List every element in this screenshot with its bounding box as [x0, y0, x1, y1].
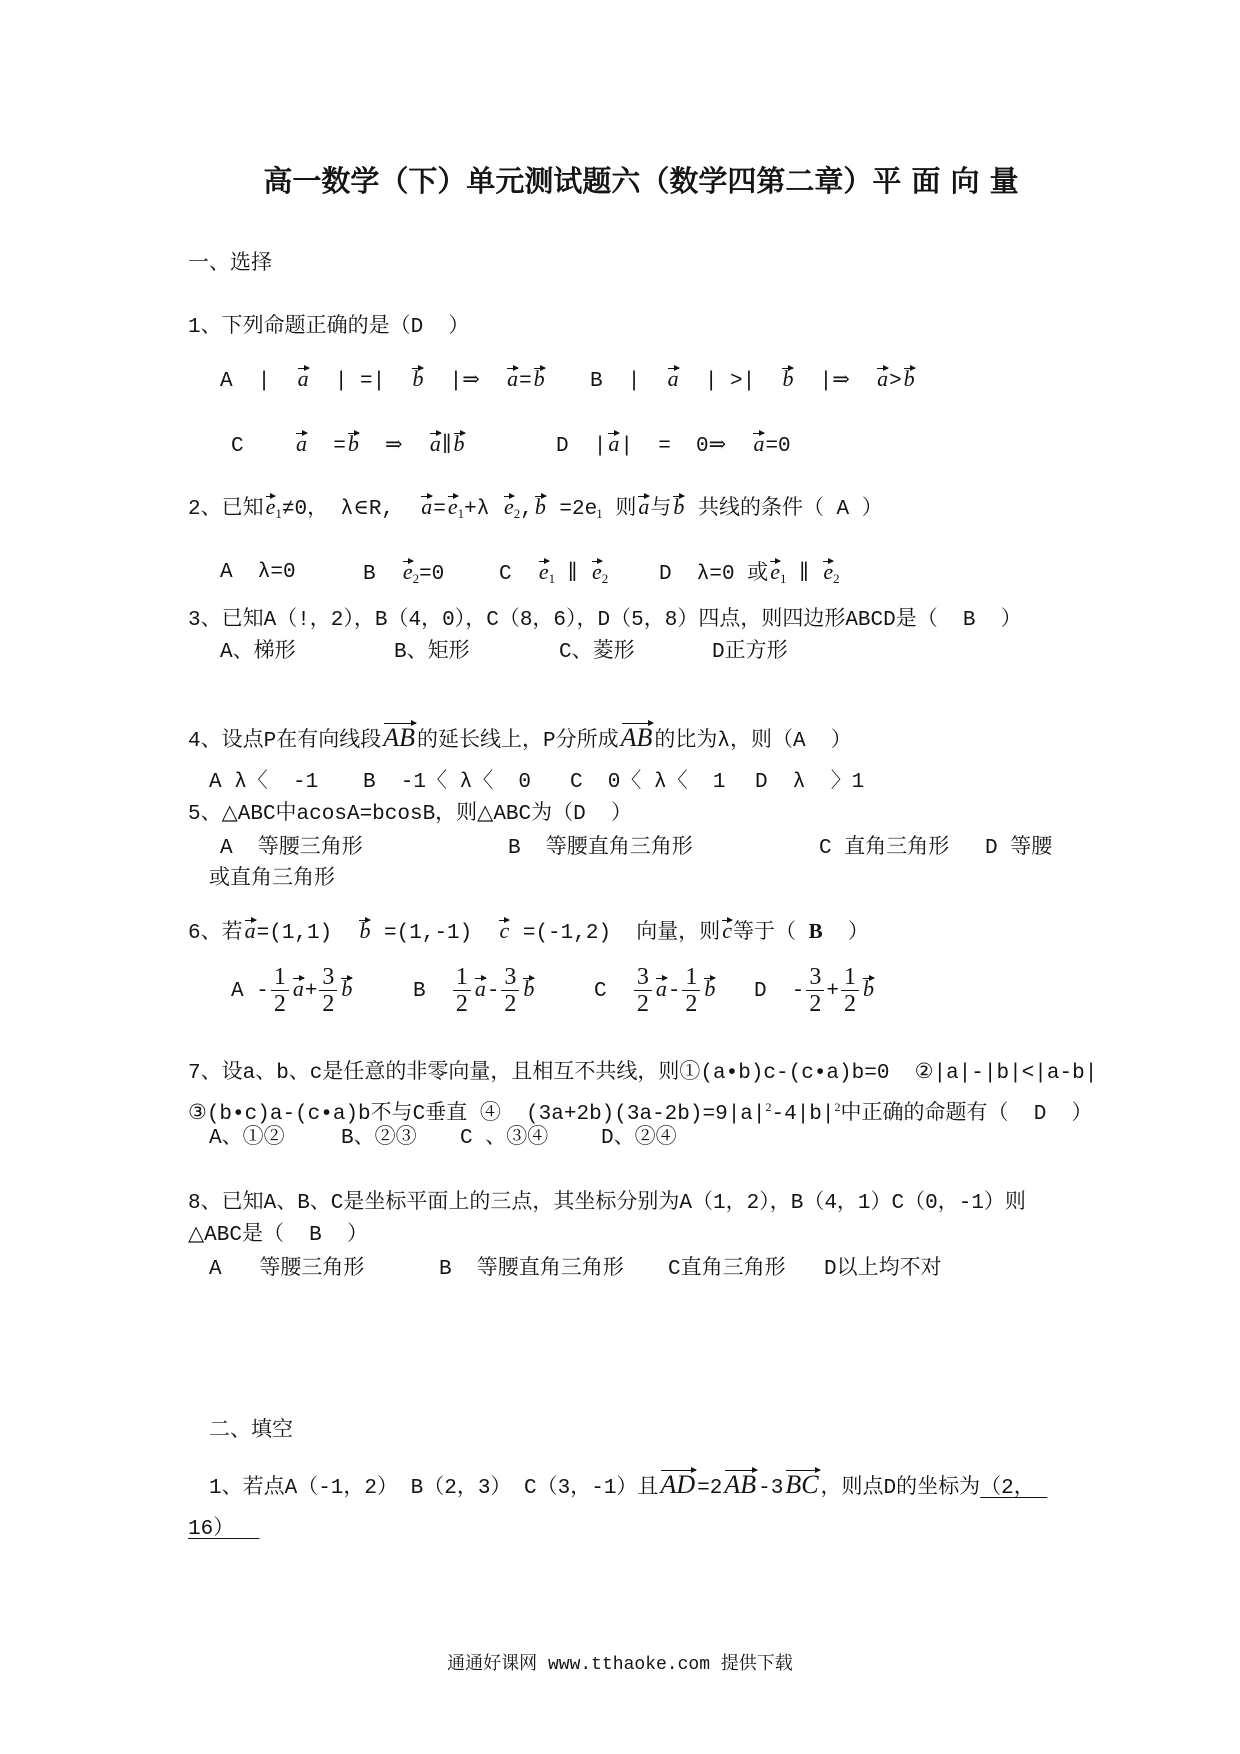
text-run: -4|b|	[771, 1103, 835, 1126]
subscript: 2	[513, 506, 521, 521]
vector-symbol: c	[499, 918, 510, 943]
q7-option-c: C 、③④	[460, 1127, 549, 1150]
vector-symbol: b	[782, 366, 794, 391]
text-run: 等于（	[733, 922, 809, 945]
vector-symbol: b	[341, 976, 353, 1002]
text-run: ，则点D的坐标为	[820, 1477, 981, 1500]
q5-option-d-continued: 或直角三角形	[209, 868, 335, 891]
fraction	[501, 964, 519, 1017]
q6-option-d	[754, 964, 875, 1017]
q3-option-a: A、梯形	[220, 641, 296, 664]
q2-option-a	[220, 560, 296, 586]
vector-symbol: b	[412, 366, 424, 391]
vector-symbol: e	[402, 559, 413, 584]
vector-symbol: a	[877, 366, 889, 391]
q5-option-c: C 直角三角形	[819, 837, 950, 860]
text-run: A -	[231, 980, 269, 1004]
q8-stem-line-1: 8、已知A、B、C是坐标平面上的三点，其坐标分别为A（1，2），B（4，1）C（0，-1）则	[188, 1192, 1026, 1215]
text-run: | = 0⇒	[620, 435, 752, 458]
vector-symbol: b	[347, 431, 359, 456]
vector-symbol: b	[533, 366, 545, 391]
q6-option-b	[413, 964, 535, 1017]
text-run: B |	[590, 370, 666, 393]
fraction-numerator: 3	[806, 964, 824, 991]
vector-symbol: a	[474, 976, 486, 1002]
text-run: =2e	[546, 498, 598, 521]
vector-symbol: e	[823, 559, 834, 584]
vector-segment: BC	[785, 1470, 819, 1499]
fraction-denominator: 2	[504, 991, 517, 1017]
vector-symbol: b	[359, 918, 371, 943]
text-run: 共线的条件（ A ）	[685, 498, 883, 521]
text-run: 1、若点A（-1，2） B（2，3） C（3，-1）且	[209, 1477, 659, 1500]
vector-symbol: b	[453, 431, 465, 456]
text-run: 2、已知	[188, 498, 264, 521]
underlined-answer: （2，	[980, 1477, 1048, 1500]
text-run: ≠0， λ∈R,	[281, 498, 420, 521]
text-run: =(1,-1)	[371, 922, 498, 945]
q2-stem	[188, 495, 883, 527]
vector-symbol: b	[704, 976, 716, 1002]
fraction-denominator: 2	[455, 991, 468, 1017]
q3-option-c: C、菱形	[559, 641, 635, 664]
text-run: ③(b•c)a-(c•a)b不与C垂直 ④ (3a+2b)(3a-2b)=9|a|	[188, 1103, 766, 1126]
text-run: 的延长线上，P分所成	[416, 730, 619, 753]
vector-symbol: a	[244, 918, 256, 943]
vector-symbol: e	[538, 559, 549, 584]
fraction-denominator: 2	[273, 991, 286, 1017]
q8-option-c: C直角三角形	[668, 1258, 786, 1281]
vector-symbol: e	[265, 494, 276, 519]
q2-option-b	[363, 560, 444, 592]
q2-option-c	[499, 560, 608, 592]
q6-option-c	[594, 964, 716, 1017]
text-run: +λ	[464, 498, 502, 521]
text-run: =(1,1)	[256, 922, 358, 945]
fraction-numerator: 3	[634, 964, 652, 991]
section-heading-choice: 一、选择	[188, 253, 272, 276]
bold-answer: B	[808, 919, 823, 943]
fraction	[319, 964, 337, 1017]
vector-symbol: a	[296, 431, 308, 456]
fraction-numerator: 1	[271, 964, 289, 991]
text-run: +	[304, 980, 318, 1004]
q7-stem-line-1: 7、设a、b、c是任意的非零向量，且相互不共线，则①(a•b)c-(c•a)b=0 ②|a|-|b|<|a-b|	[188, 1062, 1098, 1085]
text-run: =0	[419, 563, 445, 586]
vector-symbol: a	[753, 431, 765, 456]
fraction	[682, 964, 700, 1017]
text-run: =(-1,2) 向量，则	[510, 922, 721, 945]
text-run: | >|	[679, 370, 781, 393]
vector-symbol: a	[429, 431, 441, 456]
text-run: -3	[758, 1477, 784, 1500]
subscript: 2	[833, 571, 840, 586]
vector-symbol: a	[292, 976, 304, 1002]
fraction-denominator: 2	[685, 991, 698, 1017]
text-run: 则	[602, 498, 637, 521]
fill-q1-line-1	[209, 1471, 1047, 1502]
vector-symbol: b	[903, 366, 915, 391]
text-run: A λ=0	[220, 561, 296, 584]
text-run: =0	[765, 435, 791, 458]
q1-option-b	[590, 367, 916, 395]
fraction	[634, 964, 652, 1017]
fraction-numerator: 1	[453, 964, 471, 991]
text-run: D λ=0 或	[659, 563, 769, 586]
text-run: ⇒	[359, 435, 428, 458]
text-run: |⇒	[424, 370, 506, 393]
text-run: =	[519, 370, 532, 393]
text-run: 6、若	[188, 922, 243, 945]
fraction	[841, 964, 859, 1017]
subscript: 1	[596, 506, 603, 521]
q3-stem: 3、已知A（!，2），B（4，0），C（8，6），D（5，8）四点，则四边形ABCD是（ B ）	[188, 609, 1022, 632]
q7-option-b: B、②③	[341, 1127, 417, 1150]
text-run: 4、设点P在有向线段	[188, 730, 382, 753]
superscript: 2	[765, 1100, 772, 1114]
subscript: 1	[275, 506, 282, 521]
page-title: 高一数学（下）单元测试题六（数学四第二章）平 面 向 量	[263, 164, 1019, 198]
text-run: 的比为λ，则（A ）	[654, 730, 852, 753]
vector-segment: AD	[660, 1470, 696, 1499]
fill-q1-line-2	[188, 1517, 259, 1543]
vector-segment: AB	[620, 723, 653, 752]
fraction-denominator: 2	[809, 991, 822, 1017]
vector-segment: AB	[724, 1470, 757, 1499]
text-run: =	[308, 435, 346, 458]
vector-segment: AB	[383, 723, 415, 752]
fraction-numerator: 1	[841, 964, 859, 991]
vector-symbol: a	[421, 494, 433, 519]
text-run: =	[433, 498, 446, 521]
q6-stem	[188, 918, 869, 947]
text-run: ∥	[555, 563, 590, 586]
text-run: 与	[650, 498, 672, 521]
fraction-denominator: 2	[322, 991, 335, 1017]
fraction-numerator: 1	[682, 964, 700, 991]
text-run: 中正确的命题有（ D ）	[840, 1103, 1093, 1126]
text-run: ∥	[786, 563, 822, 586]
q1-option-a	[220, 367, 546, 395]
text-run: B	[363, 563, 401, 586]
q4-option-d: D λ 〉1	[755, 771, 865, 794]
vector-symbol: e	[770, 559, 780, 584]
q2-option-d	[659, 560, 840, 592]
text-run: ∥	[441, 435, 452, 458]
subscript: 2	[601, 571, 609, 586]
q8-option-d: D以上均不对	[824, 1258, 942, 1281]
text-run: B	[413, 980, 451, 1004]
q5-option-a: A 等腰三角形	[220, 837, 363, 860]
text-run: D -	[754, 980, 805, 1004]
q7-stem-line-2	[188, 1094, 1093, 1128]
text-run: -	[486, 980, 500, 1004]
fraction	[271, 964, 289, 1017]
q5-option-d: D 等腰	[985, 837, 1053, 860]
text-run: |⇒	[794, 370, 876, 393]
q7-option-d: D、②④	[601, 1127, 677, 1150]
q6-option-a	[231, 964, 353, 1017]
fraction-denominator: 2	[636, 991, 649, 1017]
section-heading-fill: 二、填空	[209, 1420, 293, 1443]
q8-option-a: A 等腰三角形	[209, 1258, 365, 1281]
subscript: 1	[779, 571, 787, 586]
fraction-denominator: 2	[844, 991, 857, 1017]
vector-symbol: a	[638, 494, 650, 519]
q4-option-b: B -1〈 λ〈 0	[363, 771, 532, 794]
subscript: 1	[457, 506, 465, 521]
vector-symbol: a	[667, 366, 679, 391]
q1-stem: 1、下列命题正确的是（D ）	[188, 316, 470, 339]
text-run: ）	[822, 922, 869, 945]
vector-symbol: a	[655, 976, 667, 1002]
q8-option-b: B 等腰直角三角形	[439, 1258, 624, 1281]
fraction-numerator: 3	[319, 964, 337, 991]
page-footer: 通通好课网 www.tthaoke.com 提供下载	[447, 1655, 793, 1675]
text-run: C	[499, 563, 537, 586]
q5-option-b: B 等腰直角三角形	[508, 837, 693, 860]
vector-symbol: b	[534, 494, 546, 519]
text-run: A |	[220, 370, 296, 393]
fraction	[453, 964, 471, 1017]
subscript: 2	[412, 571, 420, 586]
text-run: >	[889, 370, 902, 393]
fraction	[806, 964, 824, 1017]
q5-stem: 5、△ABC中acosA=bcosB，则△ABC为（D ）	[188, 803, 632, 826]
subscript: 1	[548, 571, 556, 586]
q3-option-d: D正方形	[712, 641, 788, 664]
q1-option-d	[556, 432, 791, 460]
text-run: C	[231, 435, 295, 458]
superscript: 2	[834, 1100, 841, 1114]
vector-symbol: c	[722, 918, 733, 943]
text-run: | =|	[309, 370, 411, 393]
vector-symbol: b	[523, 976, 535, 1002]
text-run: ,	[520, 498, 533, 521]
text-run: -	[667, 980, 681, 1004]
q4-option-c: C 0〈 λ〈 1	[570, 771, 726, 794]
vector-symbol: a	[507, 366, 519, 391]
fraction-numerator: 3	[501, 964, 519, 991]
q4-stem	[188, 724, 852, 755]
text-run: +	[826, 980, 840, 1004]
vector-symbol: e	[503, 494, 514, 519]
q4-option-a: A λ〈 -1	[209, 771, 319, 794]
q8-stem-line-2: △ABC是（ B ）	[188, 1224, 368, 1247]
q1-option-c	[231, 432, 466, 460]
q3-option-b: B、矩形	[394, 641, 470, 664]
underlined-answer: 16）	[188, 1518, 260, 1541]
q7-option-a: A、①②	[209, 1127, 285, 1150]
text-run: D |	[556, 435, 607, 458]
vector-symbol: e	[447, 494, 458, 519]
vector-symbol: e	[591, 559, 602, 584]
text-run: C	[594, 980, 632, 1004]
vector-symbol: b	[863, 976, 875, 1002]
vector-symbol: b	[673, 494, 685, 519]
vector-symbol: a	[608, 431, 620, 456]
vector-symbol: a	[297, 366, 309, 391]
text-run: =2	[697, 1477, 723, 1500]
